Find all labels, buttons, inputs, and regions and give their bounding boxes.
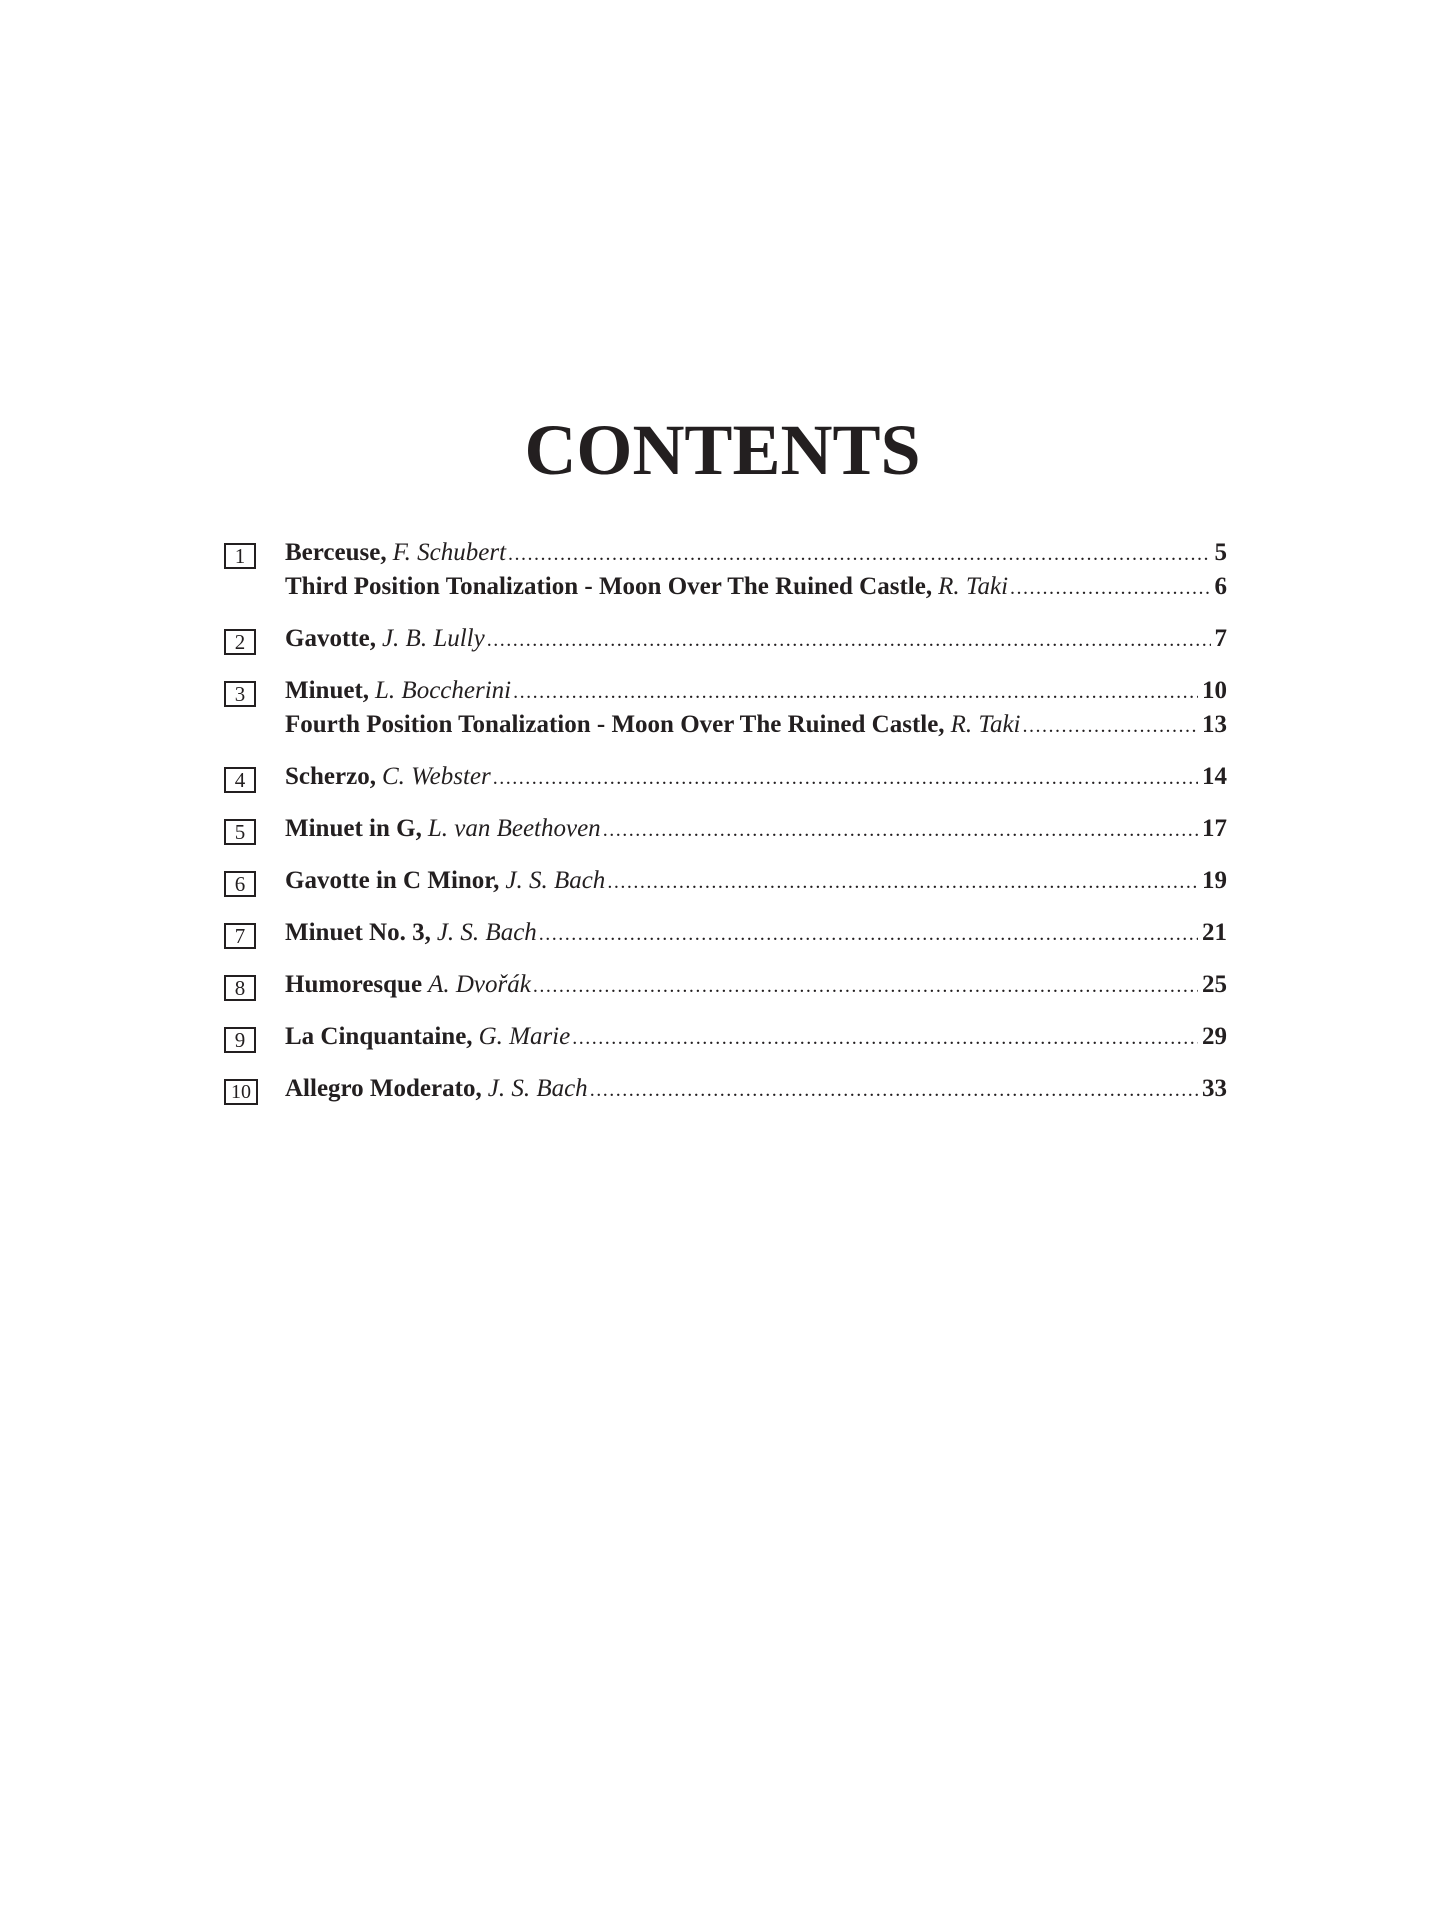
track-number-badge: 3 <box>224 681 256 707</box>
composer: J. S. Bach <box>505 867 606 894</box>
track-number-badge: 6 <box>224 871 256 897</box>
toc-entry[interactable] <box>285 536 1227 570</box>
page-number: 6 <box>1214 573 1227 600</box>
piece-title: Gavotte in C Minor, <box>285 867 500 894</box>
piece-title: Allegro Moderato, <box>285 1075 482 1102</box>
dot-leader <box>539 917 1198 951</box>
dot-leader <box>493 761 1198 795</box>
toc-entry[interactable] <box>285 916 1227 950</box>
page-number: 21 <box>1202 919 1227 946</box>
piece-title: Gavotte, <box>285 625 376 652</box>
dot-leader <box>1010 571 1210 605</box>
page-number: 17 <box>1202 815 1227 842</box>
toc-group-8 <box>224 968 1227 1002</box>
page-number: 5 <box>1214 539 1227 566</box>
toc-entry[interactable] <box>285 864 1227 898</box>
toc-entry[interactable] <box>285 570 1227 604</box>
page-number: 25 <box>1202 971 1227 998</box>
toc-group-9 <box>224 1020 1227 1054</box>
page-number: 13 <box>1202 711 1227 738</box>
toc-group-4 <box>224 760 1227 794</box>
composer: F. Schubert <box>392 539 507 566</box>
composer: R. Taki <box>950 711 1021 738</box>
toc-entry[interactable] <box>285 968 1227 1002</box>
dot-leader <box>590 1073 1198 1107</box>
page-title: CONTENTS <box>524 410 921 490</box>
piece-title: Fourth Position Tonalization - Moon Over The Ruined Castle, <box>285 711 945 738</box>
track-number-badge: 2 <box>224 629 256 655</box>
track-number-badge: 7 <box>224 923 256 949</box>
toc-entry[interactable] <box>285 760 1227 794</box>
piece-title: Berceuse, <box>285 539 387 566</box>
dot-leader <box>533 969 1198 1003</box>
piece-title: Third Position Tonalization - Moon Over The Ruined Castle, <box>285 573 933 600</box>
page-number: 10 <box>1202 677 1227 704</box>
piece-title: Humoresque <box>285 971 423 998</box>
piece-title: La Cinquantaine, <box>285 1023 473 1050</box>
track-number-badge: 8 <box>224 975 256 1001</box>
toc-entry[interactable] <box>285 1020 1227 1054</box>
piece-title: Minuet, <box>285 677 370 704</box>
track-number-badge: 9 <box>224 1027 256 1053</box>
dot-leader <box>508 537 1210 571</box>
composer: J. B. Lully <box>381 625 485 652</box>
piece-title: Minuet in G, <box>285 815 422 842</box>
toc-group-1 <box>224 536 1227 604</box>
toc-group-6 <box>224 864 1227 898</box>
composer: C. Webster <box>381 763 491 790</box>
toc-entry[interactable] <box>285 708 1227 742</box>
toc-group-3 <box>224 674 1227 742</box>
dot-leader <box>603 813 1198 847</box>
composer: R. Taki <box>938 573 1009 600</box>
page-number: 14 <box>1202 763 1227 790</box>
toc-entry[interactable] <box>285 1072 1227 1106</box>
dot-leader <box>487 623 1211 657</box>
track-number-badge: 10 <box>224 1079 258 1105</box>
toc-group-10 <box>224 1072 1227 1106</box>
page-number: 19 <box>1202 867 1227 894</box>
toc-group-7 <box>224 916 1227 950</box>
composer: A. Dvořák <box>428 971 531 998</box>
dot-leader <box>607 865 1198 899</box>
composer: J. S. Bach <box>436 919 537 946</box>
toc-entry[interactable] <box>285 812 1227 846</box>
page-number: 33 <box>1202 1075 1227 1102</box>
dot-leader <box>572 1021 1198 1055</box>
piece-title: Scherzo, <box>285 763 376 790</box>
track-number-badge: 1 <box>224 543 256 569</box>
composer: J. S. Bach <box>487 1075 588 1102</box>
page-number: 29 <box>1202 1023 1227 1050</box>
toc-group-2 <box>224 622 1227 656</box>
piece-title: Minuet No. 3, <box>285 919 431 946</box>
dot-leader <box>513 675 1198 709</box>
dot-leader <box>1022 709 1198 743</box>
composer: L. Boccherini <box>375 677 512 704</box>
toc-entry[interactable] <box>285 622 1227 656</box>
toc-group-5 <box>224 812 1227 846</box>
composer: G. Marie <box>478 1023 571 1050</box>
page-number: 7 <box>1214 625 1227 652</box>
track-number-badge: 5 <box>224 819 256 845</box>
composer: L. van Beethoven <box>427 815 601 842</box>
track-number-badge: 4 <box>224 767 256 793</box>
table-of-contents <box>224 536 1227 1124</box>
toc-entry[interactable] <box>285 674 1227 708</box>
